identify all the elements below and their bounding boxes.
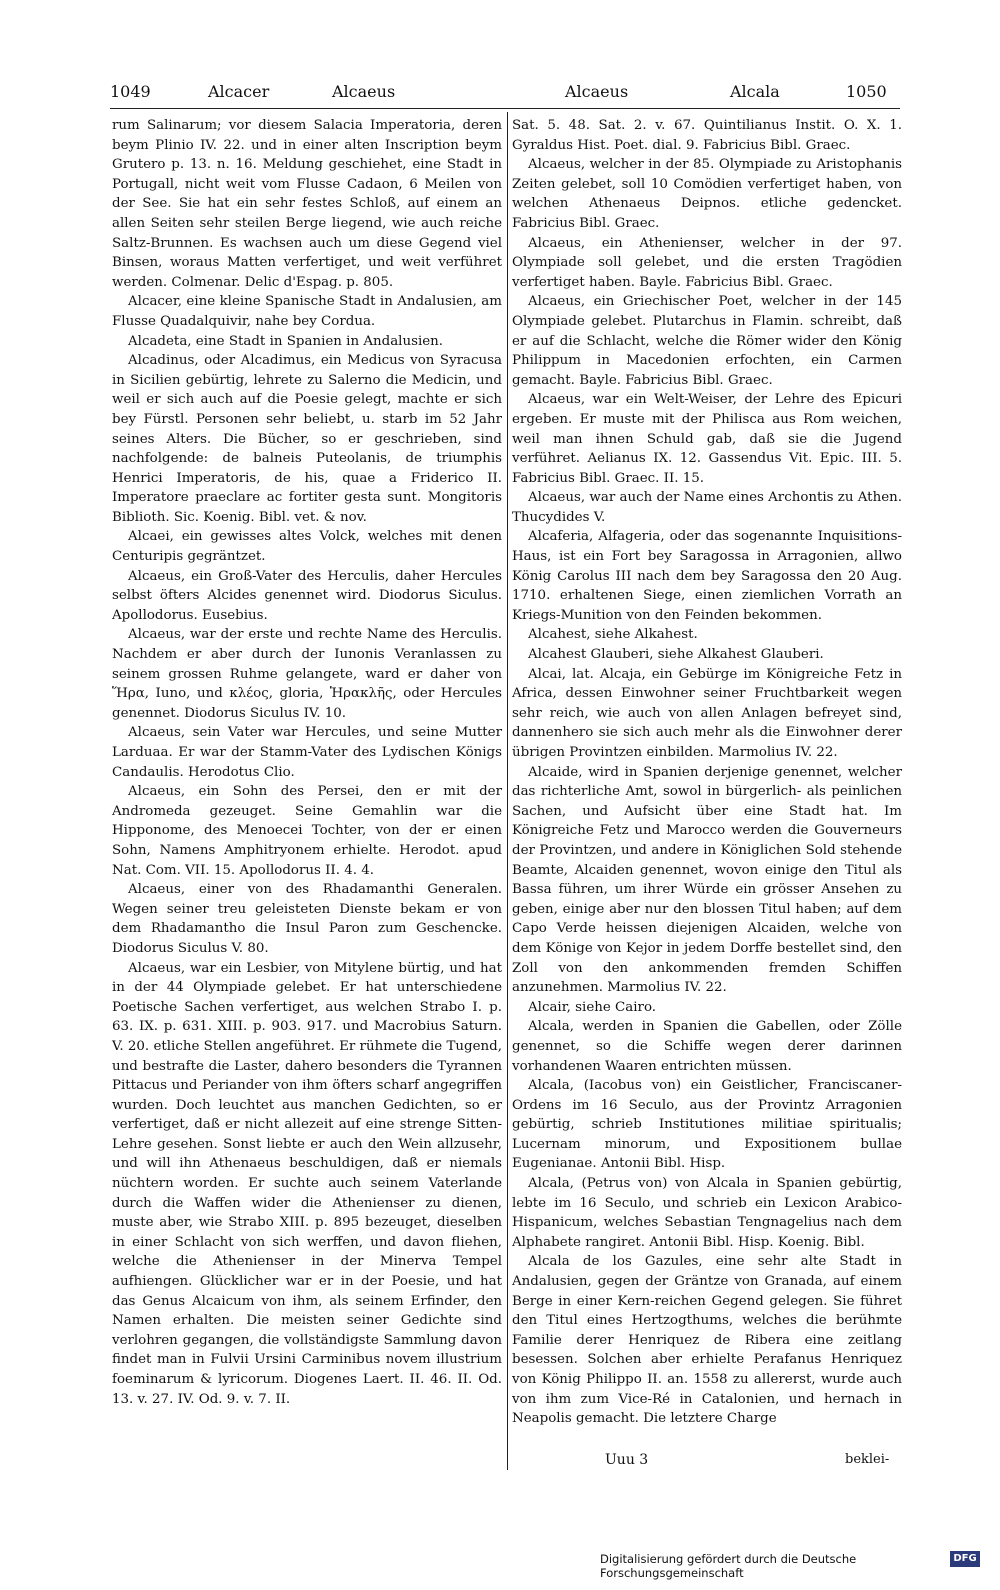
header-rule bbox=[110, 108, 900, 109]
right-page-number: 1050 bbox=[846, 82, 887, 101]
entry-paragraph: rum Salinarum; vor diesem Salacia Imperatoria, deren beym Plinio IV. 22. und in einer alten Inscription beym Grutero p. 13. n. 16. Meldung geschiehet, eine Stadt in Portugall, nicht weit vom Flusse Cadaon, 6 Meilen von der See. Sie hat ein sehr festes Schloß, auf einem an allen Seiten sehr steilen Berge liegend, wie auch reiche Saltz-Brunnen. Es wachsen auch um diese Gegend viel Binsen, woraus Matten verfertiget, und weit verführet werden. Colmenar. Delic d'Espag. p. 805. bbox=[112, 118, 502, 290]
entry-paragraph: Alcaeus, war ein Lesbier, von Mitylene bürtig, und hat in der 44 Olympiade gelebet. Er hat unterschiedene Poetische Sachen verfertiget, aus welchen Strabo I. p. 63. IX. p. 631. XIII. p. 903. 917. und Macrobius Saturn. V. 20. etliche Stellen angeführet. Er rühmete die Tugend, und bestrafte die Laster, dahero besonders die Tyrannen Pittacus und Periander von ihm öfters scharf angegriffen wurden. Doch leuchtet aus manchen Gedichten, so er verfertiget, daß er nicht allezeit auf eine strenge Sitten-Lehre gesehen. Sonst liebte er auch den Wein allzusehr, und will ihn Athenaeus beschuldigen, daß er niemals nüchtern worden. Er suchte auch seinem Vaterlande durch die Waffen wider die Athenienser zu dienen, muste aber, wie Strabo XIII. p. 895 bezeuget, dieselben in einer Schlacht von sich werffen, und davon fliehen, welche die Athenienser in der Minerva Tempel aufhiengen. Glücklicher war er in der Poesie, und hat das Genus Alcaicum von ihm, als seinem Erfinder, den Namen erhalten. Die meisten seiner Gedichte sind verlohren gegangen, die vollständigste Sammlung davon findet man in Fulvii Ursini Carminibus novem illustrium foeminarum & lyricorum. Diogenes Laert. II. 46. II. Od. 13. v. 27. IV. Od. 9. v. 7. II. bbox=[112, 960, 502, 1407]
right-catchword-last: Alcala bbox=[730, 82, 780, 101]
left-catchword-first: Alcacer bbox=[208, 82, 270, 101]
entry-paragraph: Alcaeus, war auch der Name eines Archontis zu Athen. Thucydides V. bbox=[512, 490, 902, 525]
right-column bbox=[512, 116, 902, 1429]
signature-mark: Uuu 3 bbox=[605, 1452, 649, 1468]
entry-paragraph: Alcala de los Gazules, eine sehr alte Stadt in Andalusien, gegen der Gräntze von Granada, auf einem Berge in einer Kern-reichen Gegend gelegen. Sie führet den Titul eines Hertzogthums, welches die berühmte Familie derer Henriquez de Ribera eine zeitlang besessen. Solchen aber erhielte Perafanus Henriquez von König Philippo II. an. 1558 zu allererst, wurde auch von ihm zum Vice-Ré in Catalonien, und hernach in Neapolis gemacht. Die letztere Charge bbox=[512, 1254, 902, 1427]
right-catchword-first: Alcaeus bbox=[565, 82, 629, 101]
left-page-number: 1049 bbox=[110, 82, 151, 101]
entry-paragraph: Alcaeus, ein Sohn des Persei, den er mit der Andromeda gezeuget. Seine Gemahlin war die Hipponome, des Menoecei Tochter, von der er einen Sohn, Namens Amphitryonem erhielte. Herodot. apud Nat. Com. VII. 15. Apollodorus II. 4. 4. bbox=[112, 784, 502, 878]
entry-paragraph: Alcaeus, war der erste und rechte Name des Herculis. Nachdem er aber durch der Iunonis Veranlassen zu seinem grossen Ruhme gelangete, ward er daher von Ἥρα, Iuno, und κλέος, gloria, Ἡρακλῆς, oder Hercules genennet. Diodorus Siculus IV. 10. bbox=[112, 627, 502, 721]
column-divider bbox=[507, 112, 508, 1470]
dfg-logo: DFG bbox=[950, 1551, 980, 1567]
entry-paragraph: Alcaeus, war ein Welt-Weiser, der Lehre des Epicuri ergeben. Er muste mit der Philisca aus Rom weichen, weil man ihnen Schuld gab, daß sie die Jugend verführet. Aelianus IX. 12. Gassendus Vit. Epic. III. 5. Fabricius Bibl. Graec. II. 15. bbox=[512, 392, 902, 486]
running-header bbox=[110, 82, 900, 110]
entry-paragraph: Alcala, werden in Spanien die Gabellen, oder Zölle genennet, so die Schiffe wegen derer darinnen vorhandenen Waaren entrichten müssen. bbox=[512, 1019, 902, 1074]
entry-paragraph: Sat. 5. 48. Sat. 2. v. 67. Quintilianus Instit. O. X. 1. Gyraldus Hist. Poet. dial. 9. Fabricius Bibl. Graec. bbox=[512, 118, 902, 153]
entry-paragraph: Alcadinus, oder Alcadimus, ein Medicus von Syracusa in Sicilien gebürtig, lehrete zu Salerno die Medicin, und weil er sich auch auf die Poesie gelegt, machte er sich bey Fürstl. Personen sehr beliebt, u. starb im 52 Jahr seines Alters. Die Bücher, so er geschrieben, sind nachfolgende: de balneis Puteolanis, de triumphis Henrici Imperatoris, de his, quae a Friderico II. Imperatore praeclare ac fortiter gesta sunt. Mongitoris Biblioth. Sic. Koenig. Bibl. vet. & nov. bbox=[112, 353, 502, 525]
entry-paragraph: Alcaeus, ein Groß-Vater des Herculis, daher Hercules selbst öfters Alcides genennet wird. Diodorus Siculus. Apollodorus. Eusebius. bbox=[112, 568, 502, 623]
entry-paragraph: Alcadeta, eine Stadt in Spanien in Andalusien. bbox=[128, 333, 444, 349]
entry-paragraph: Alcaei, ein gewisses altes Volck, welches mit denen Centuripis gegräntzet. bbox=[112, 529, 502, 565]
entry-paragraph: Alcahest, siehe Alkahest. bbox=[528, 627, 698, 643]
entry-paragraph: Alcaeus, ein Athenienser, welcher in der 97. Olympiade soll gelebet, und die ersten Tragödien verfertiget haben. Bayle. Fabricius Bibl. Graec. bbox=[512, 235, 902, 290]
entry-paragraph: Alcaeus, welcher in der 85. Olympiade zu Aristophanis Zeiten gelebet, soll 10 Comödien verfertiget haben, von welchen Athenaeus Deipnos. etliche gedencket. Fabricius Bibl. Graec. bbox=[512, 157, 902, 231]
left-column bbox=[112, 116, 502, 1409]
funding-footer: Digitalisierung gefördert durch die Deutsche Forschungsgemeinschaft bbox=[600, 1552, 857, 1580]
entry-paragraph: Alcaide, wird in Spanien derjenige genennet, welcher das richterliche Amt, sowol in bürgerlich- als peinlichen Sachen, und Aufsicht über eine Stadt hat. Im Königreiche Fetz und Marocco werden die Gouverneurs der Provintzen, und andere in Königlichen Sold stehende Beamte, Alcaiden genennet, wovon einige den Titul als Bassa führen, um ihrer Würde ein grösser Ansehen zu geben, einige aber nur den blossen Titul haben; auf dem Capo Verde heissen diejenigen Alcaiden, welche von dem Könige von Kejor in jedem Dorffe bestellet sind, den Zoll von den ankommenden fremden Schiffen anzunehmen. Marmolius IV. 22. bbox=[512, 764, 902, 996]
entry-paragraph: Alcaeus, ein Griechischer Poet, welcher in der 145 Olympiade gelebet. Plutarchus in Flamin. schreibt, daß er auf die Schlacht, welche die Römer wider den König Philippum in Macedonien erfochten, ein Carmen gemacht. Bayle. Fabricius Bibl. Graec. bbox=[512, 294, 902, 388]
entry-paragraph: Alcaeus, einer von des Rhadamanthi Generalen. Wegen seiner treu geleisteten Dienste bekam er von dem Rhadamantho die Insul Paron zum Geschencke. Diodorus Siculus V. 80. bbox=[112, 882, 502, 956]
entry-paragraph: Alcaferia, Alfageria, oder das sogenannte Inquisitions-Haus, ist ein Fort bey Saragossa in Arragonien, allwo König Carolus III nach dem bey Saragossa den 20 Aug. 1710. erhaltenen Siege, einen ziemlichen Vorrath an Kriegs-Munition von den Feinden bekommen. bbox=[512, 529, 902, 623]
entry-paragraph: Alcahest Glauberi, siehe Alkahest Glauberi. bbox=[528, 647, 824, 663]
left-catchword-last: Alcaeus bbox=[332, 82, 396, 101]
entry-paragraph: Alcala, (Iacobus von) ein Geistlicher, Franciscaner-Ordens im 16 Seculo, aus der Provintz Arragonien gebürtig, schrieb Institutiones militiae spiritualis; Lucernam minorum, und Expositionem bullae Eugenianae. Antonii Bibl. Hisp. bbox=[512, 1078, 902, 1172]
entry-paragraph: Alcai, lat. Alcaja, ein Gebürge im Königreiche Fetz in Africa, dessen Einwohner seiner Fruchtbarkeit wegen sehr reich, wie auch von allen Anlagen befreyet sind, dannenhero sie sich auch mehr als die Einwohner derer übrigen Provintzen einbilden. Marmolius IV. 22. bbox=[512, 666, 902, 760]
catchword: beklei- bbox=[845, 1452, 890, 1467]
entry-paragraph: Alcair, siehe Cairo. bbox=[528, 999, 657, 1015]
entry-paragraph: Alcaeus, sein Vater war Hercules, und seine Mutter Larduaa. Er war der Stamm-Vater des Lydischen Königs Candaulis. Herodotus Clio. bbox=[112, 725, 502, 780]
entry-paragraph: Alcala, (Petrus von) von Alcala in Spanien gebürtig, lebte im 16 Seculo, und schrieb ein Lexicon Arabico-Hispanicum, welches Sebastian Tengnagelius nach dem Alphabete rangiret. Antonii Bibl. Hisp. Koenig. Bibl. bbox=[512, 1176, 902, 1250]
entry-paragraph: Alcacer, eine kleine Spanische Stadt in Andalusien, am Flusse Quadalquivir, nahe bey Cordua. bbox=[112, 294, 502, 329]
